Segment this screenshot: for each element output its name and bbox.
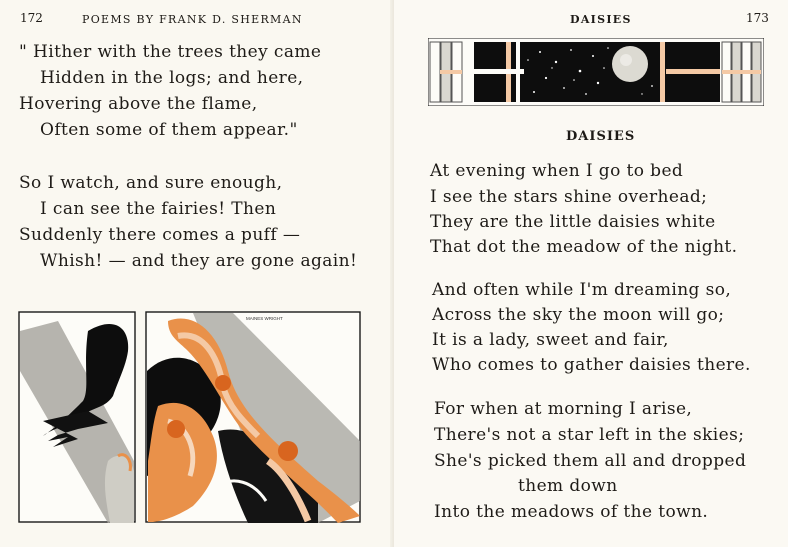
running-head-left: POEMS BY FRANK D. SHERMAN: [82, 13, 303, 26]
running-head-right: DAISIES: [570, 13, 632, 26]
poem-line: So I watch, and sure enough,: [19, 173, 283, 193]
poem-line: At evening when I go to bed: [430, 161, 684, 181]
poem-line: She's picked them all and dropped: [434, 451, 747, 471]
poem-line: Across the sky the moon will go;: [432, 305, 725, 325]
night-sky-moon-headpiece: [428, 38, 764, 106]
poem-line: They are the little daisies white: [430, 212, 716, 232]
poem-line: It is a lady, sweet and fair,: [432, 330, 669, 350]
poem-line: Whish! — and they are gone again!: [40, 251, 358, 271]
poem-line: Hovering above the flame,: [19, 94, 258, 114]
poem-line: Into the meadows of the town.: [434, 502, 709, 522]
poem-line: For when at morning I arise,: [434, 399, 693, 419]
poem-line: Hidden in the logs; and here,: [40, 68, 304, 88]
right-page: [394, 0, 788, 547]
poem-line: Often some of them appear.": [40, 120, 298, 140]
illustration-signature: MAINES WRIGHT: [246, 316, 283, 321]
poem-line: " Hither with the trees they came: [19, 42, 322, 62]
poem-line: them down: [518, 476, 618, 496]
fairies-fireplace-illustration: [18, 311, 362, 527]
poem-title: DAISIES: [566, 129, 636, 144]
poem-line: Suddenly there comes a puff —: [19, 225, 301, 245]
poem-line: I can see the fairies! Then: [40, 199, 277, 219]
page-number-left: 172: [20, 11, 43, 25]
poem-line: That dot the meadow of the night.: [430, 237, 738, 257]
poem-line: And often while I'm dreaming so,: [432, 280, 732, 300]
page-number-right: 173: [746, 11, 769, 25]
poem-line: Who comes to gather daisies there.: [432, 355, 751, 375]
poem-line: I see the stars shine overhead;: [430, 187, 708, 207]
poem-line: There's not a star left in the skies;: [434, 425, 745, 445]
